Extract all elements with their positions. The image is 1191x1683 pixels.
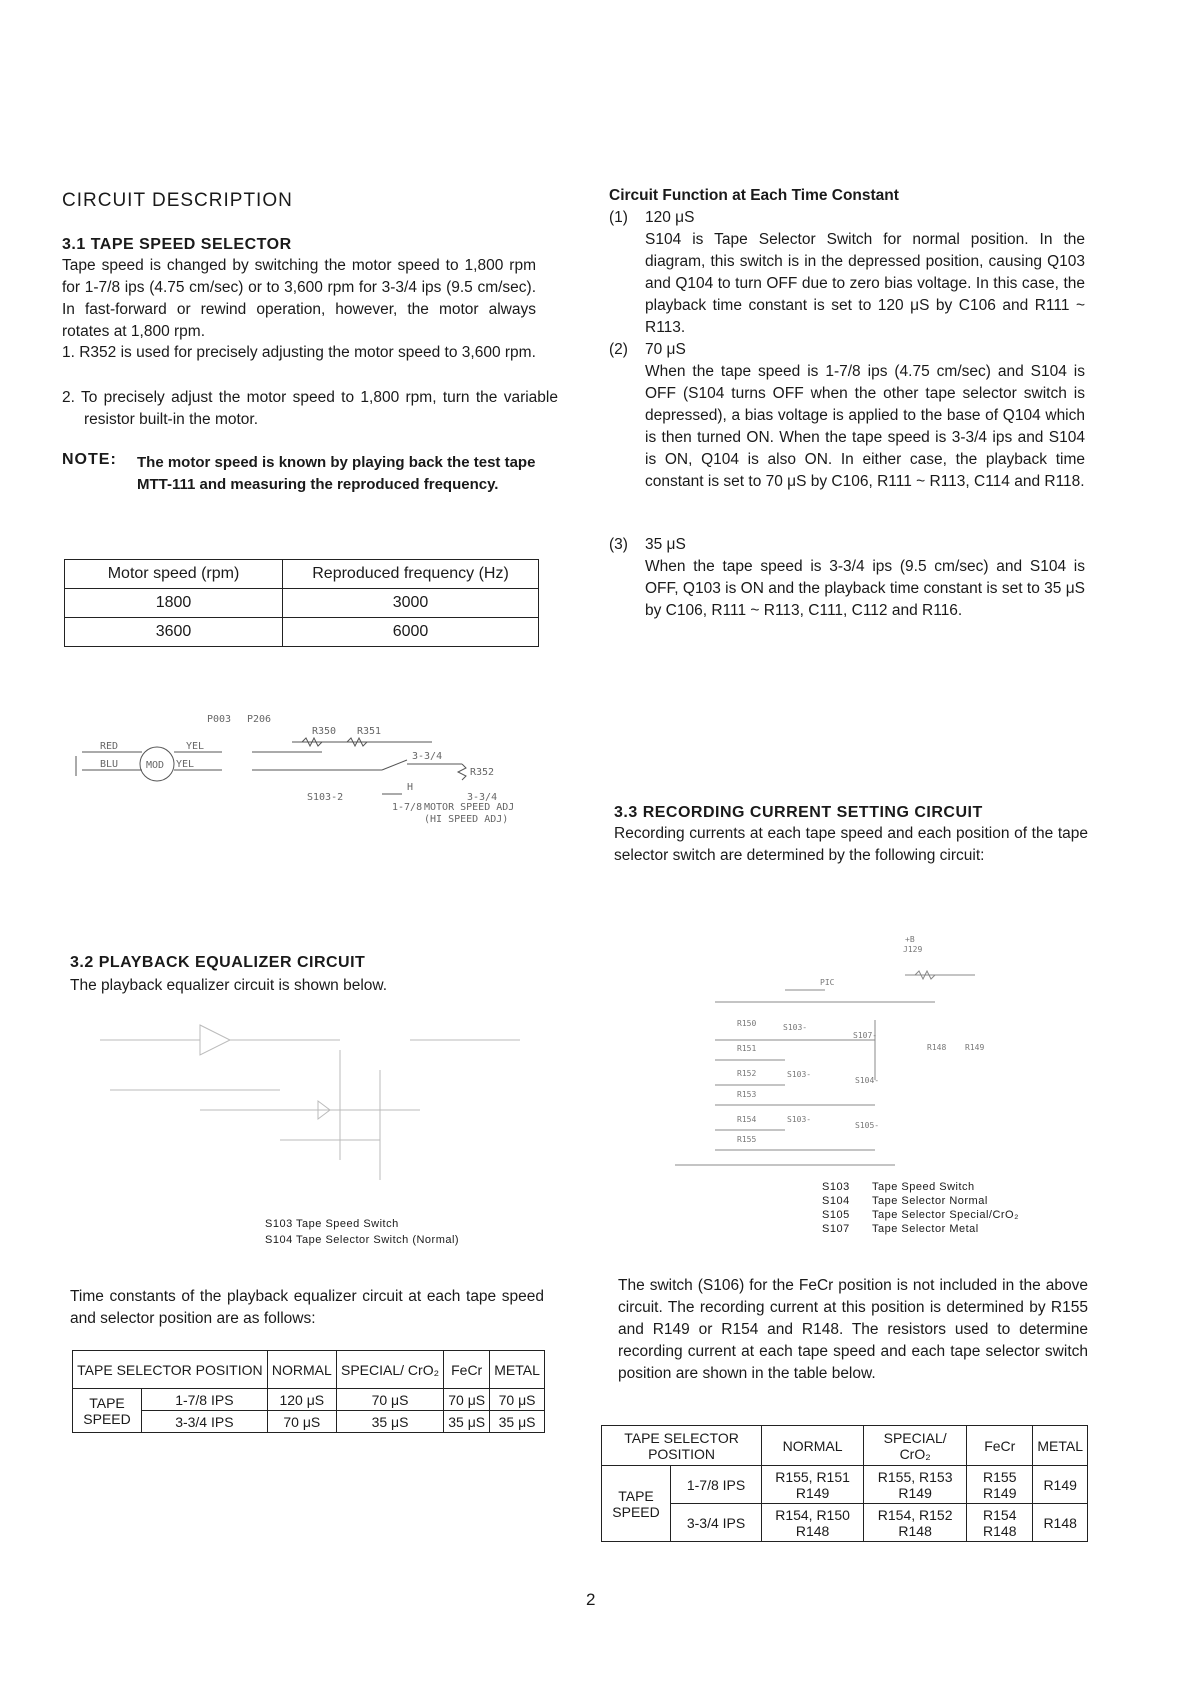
diagram-label: MOD xyxy=(146,760,165,771)
diagram-label: S103- xyxy=(783,1023,808,1032)
table-cell: 6000 xyxy=(283,618,539,647)
legend-text: Tape Selector Metal xyxy=(872,1223,979,1235)
time-constant-table xyxy=(72,1350,545,1433)
table-cell: 3-3/4 IPS xyxy=(671,1504,762,1542)
item-text: When the tape speed is 1-7/8 ips (4.75 cm/sec) and S104 is OFF (S104 turns OFF when the other tape selector switch is depressed), a bias voltage is applied to the base of Q104 which is then turned ON. When the tape speed is 3-3/4 ips and S104 is ON, Q104 is also ON. In either case, the playback time constant is set to 70 μS by C106, R111 ~ R113, C114 and R118. xyxy=(645,363,1085,490)
diagram-label: (HI SPEED ADJ) xyxy=(424,814,509,825)
table-row-label: TAPE SPEED xyxy=(73,1389,142,1433)
circuit-function-heading: Circuit Function at Each Time Constant xyxy=(609,187,899,204)
page-number: 2 xyxy=(586,1590,596,1609)
diagram-label: R351 xyxy=(357,726,382,737)
table-header: SPECIAL/ CrO₂ xyxy=(864,1426,967,1466)
legend-item: S104 Tape Selector Switch (Normal) xyxy=(265,1234,460,1246)
section-3-3-body: Recording currents at each tape speed and each position of the tape selector switch are determined by the following circuit: xyxy=(614,825,1088,864)
table-cell: 3000 xyxy=(283,589,539,618)
note-label: NOTE: xyxy=(62,451,117,468)
table-cell: 70 μS xyxy=(336,1389,443,1411)
legend-code: S105 xyxy=(822,1209,850,1221)
table-cell: R148 xyxy=(1033,1504,1088,1542)
table-cell: 1-7/8 IPS xyxy=(671,1466,762,1504)
table-cell: 120 μS xyxy=(267,1389,336,1411)
table-cell: 70 μS xyxy=(267,1411,336,1433)
item-text: When the tape speed is 3-3/4 ips (9.5 cm/sec) and S104 is OFF, Q103 is ON and the playback time constant is set to 35 μS by C106, R111 ~ R113, C111, C112 and R116. xyxy=(645,558,1085,619)
diagram-label: S105- xyxy=(855,1121,880,1130)
table-row-label: TAPE SPEED xyxy=(602,1466,671,1542)
legend-code: S103 xyxy=(822,1181,850,1193)
diagram-label: R154 xyxy=(737,1115,757,1124)
legend-text: Tape Selector Special/CrO₂ xyxy=(872,1209,1019,1221)
table-cell: R149 xyxy=(1033,1466,1088,1504)
table-cell: R155 R149 xyxy=(967,1466,1033,1504)
table-header: FeCr xyxy=(444,1351,490,1389)
section-3-3-heading: 3.3 RECORDING CURRENT SETTING CIRCUIT xyxy=(614,804,983,821)
legend-text: Tape Selector Normal xyxy=(872,1195,988,1207)
table-cell: R155, R151 R149 xyxy=(762,1466,864,1504)
table-header: TAPE SELECTOR POSITION xyxy=(602,1426,762,1466)
table-cell: 70 μS xyxy=(490,1389,545,1411)
diagram-label: BLU xyxy=(100,759,119,770)
table-header: NORMAL xyxy=(267,1351,336,1389)
section-3-2-body: The playback equalizer circuit is shown below. xyxy=(70,977,388,994)
diagram-label: RED xyxy=(100,741,119,752)
recording-current-circuit-diagram xyxy=(675,930,1095,1170)
note-text: The motor speed is known by playing back the test tape MTT-111 and measuring the reproduced frequency. xyxy=(137,454,536,493)
diagram-label: 3-3/4 xyxy=(467,792,498,803)
table-header: NORMAL xyxy=(762,1426,864,1466)
diagram-label: YEL xyxy=(186,741,205,752)
diagram-label: P003 xyxy=(207,714,232,725)
diagram-label: S104- xyxy=(855,1076,880,1085)
time-constant-intro: Time constants of the playback equalizer circuit at each tape speed and selector position are as follows: xyxy=(70,1288,544,1327)
diagram-label: S107- xyxy=(853,1031,878,1040)
table-cell: 3-3/4 IPS xyxy=(142,1411,268,1433)
diagram-label: R149 xyxy=(965,1043,985,1052)
diagram-label: P206 xyxy=(247,714,272,725)
item-number: (1) xyxy=(609,209,628,226)
page-title: CIRCUIT DESCRIPTION xyxy=(62,190,293,211)
playback-equalizer-circuit-diagram xyxy=(80,1010,540,1210)
item-number: (3) xyxy=(609,536,628,553)
list-item: 1. R352 is used for precisely adjusting the motor speed to 3,600 rpm. xyxy=(62,344,536,361)
diagram-label: R153 xyxy=(737,1090,757,1099)
recording-resistor-table xyxy=(601,1425,1088,1542)
diagram-label: 3-3/4 xyxy=(412,751,443,762)
diagram-label: 1-7/8 xyxy=(392,802,423,813)
table-header: Reproduced frequency (Hz) xyxy=(283,560,539,589)
table-cell: 1-7/8 IPS xyxy=(142,1389,268,1411)
table-cell: 35 μS xyxy=(444,1411,490,1433)
section-3-1-body: Tape speed is changed by switching the motor speed to 1,800 rpm for 1-7/8 ips (4.75 cm/sec) or to 3,600 rpm for 3-3/4 ips (9.5 cm/sec). In fast-forward or rewind operation, however, the motor always rotates at 1,800 rpm. xyxy=(62,257,536,340)
table-cell: R154 R148 xyxy=(967,1504,1033,1542)
diagram-label: R150 xyxy=(737,1019,757,1028)
table-cell: R154, R152 R148 xyxy=(864,1504,967,1542)
legend-code: S104 xyxy=(822,1195,850,1207)
legend-text: Tape Speed Switch xyxy=(872,1181,975,1193)
diagram-label: R151 xyxy=(737,1044,757,1053)
table-cell: 1800 xyxy=(65,589,283,618)
table-header: FeCr xyxy=(967,1426,1033,1466)
diagram-label: S103- xyxy=(787,1115,812,1124)
switch-legend xyxy=(822,1180,1019,1236)
item-title: 35 μS xyxy=(645,536,686,553)
diagram-label: +B xyxy=(905,935,915,944)
item-number: (2) xyxy=(609,341,628,358)
table-header: SPECIAL/ CrO₂ xyxy=(336,1351,443,1389)
table-cell: 70 μS xyxy=(444,1389,490,1411)
table-header: METAL xyxy=(1033,1426,1088,1466)
item-text: S104 is Tape Selector Switch for normal position. In the diagram, this switch is in the depressed position, causing Q103 and Q104 to turn OFF due to zero bias voltage. In this case, the playback time constant is set to 120 μS by C106 and R111 ~ R113. xyxy=(645,231,1085,336)
diagram-label: R155 xyxy=(737,1135,757,1144)
diagram-label: MOTOR SPEED ADJ xyxy=(424,802,515,813)
item-title: 70 μS xyxy=(645,341,686,358)
legend-item: S103 Tape Speed Switch xyxy=(265,1218,399,1230)
legend-code: S107 xyxy=(822,1223,850,1235)
diagram-label: R152 xyxy=(737,1069,757,1078)
table-header: Motor speed (rpm) xyxy=(65,560,283,589)
table-header: METAL xyxy=(490,1351,545,1389)
list-item: 2. To precisely adjust the motor speed to 1,800 rpm, turn the variable resistor built-in the motor. xyxy=(62,389,558,428)
diagram-label: R352 xyxy=(470,767,495,778)
diagram-label: H xyxy=(407,782,414,793)
table-cell: R154, R150 R148 xyxy=(762,1504,864,1542)
table-cell: 35 μS xyxy=(490,1411,545,1433)
diagram-label: R148 xyxy=(927,1043,947,1052)
motor-speed-circuit-diagram xyxy=(62,712,542,832)
section-3-2-heading: 3.2 PLAYBACK EQUALIZER CIRCUIT xyxy=(70,954,366,971)
table-cell: 3600 xyxy=(65,618,283,647)
diagram-label: S103-2 xyxy=(307,792,344,803)
table-cell: R155, R153 R149 xyxy=(864,1466,967,1504)
table-cell: 35 μS xyxy=(336,1411,443,1433)
motor-speed-table xyxy=(64,559,539,647)
diagram-label: J129 xyxy=(903,945,923,954)
diagram-label: S103- xyxy=(787,1070,812,1079)
section-3-1-heading: 3.1 TAPE SPEED SELECTOR xyxy=(62,236,292,253)
diagram-label: YEL xyxy=(176,759,195,770)
diagram-label: R350 xyxy=(312,726,337,737)
diagram-label: PIC xyxy=(820,978,835,987)
item-title: 120 μS xyxy=(645,209,695,226)
section-3-3-body-2: The switch (S106) for the FeCr position is not included in the above circuit. The recording current at this position is determined by R155 and R149 or R154 and R148. The resistors used to determine recording current at each tape speed and each tape selector switch position are shown in the table below. xyxy=(618,1277,1088,1382)
table-header: TAPE SELECTOR POSITION xyxy=(73,1351,268,1389)
